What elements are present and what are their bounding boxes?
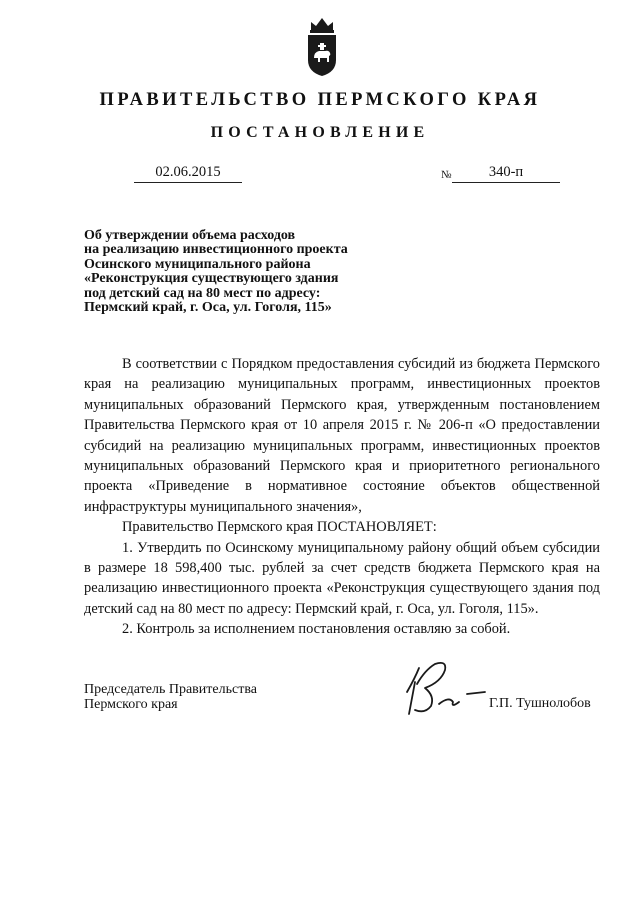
- subject-line: Пермский край, г. Оса, ул. Гоголя, 115»: [84, 300, 332, 316]
- signer-title: [84, 683, 257, 712]
- organization-title: ПРАВИТЕЛЬСТВО ПЕРМСКОГО КРАЯ: [99, 90, 541, 110]
- subject-line: «Реконструкция существующего здания: [84, 271, 339, 287]
- document-date: 02.06.2015: [134, 164, 242, 183]
- subject-line: под детский сад на 80 мест по адресу:: [84, 285, 321, 301]
- subject-line: на реализацию инвестиционного проекта: [84, 242, 348, 258]
- document-body: [84, 354, 600, 640]
- document-subject: [84, 229, 414, 315]
- item-2-paragraph: 2. Контроль за исполнением постановления оставляю за собой.: [122, 621, 511, 638]
- number-sign: №: [441, 169, 452, 181]
- decree-paragraph: Правительство Пермского края ПОСТАНОВЛЯЕТ:: [122, 519, 437, 536]
- item-1-paragraph: 1. Утвердить по Осинскому муниципальному району общий объем субсидии в размере 18 598,400 тыс. рублей за счет средств бюджета Пермского края на реализацию инвестиционного проекта «Реконструкция существующего здания под детский сад на 80 мест по адресу: Пермский край, г. Оса, ул. Гоголя, 115».: [84, 539, 600, 617]
- document-number: 340-п: [452, 164, 560, 183]
- subject-line: Осинского муниципального района: [84, 256, 311, 272]
- handwritten-signature-icon: [395, 652, 495, 720]
- preamble-paragraph: В соответствии с Порядком предоставления субсидий из бюджета Пермского края на реализацию муниципальных программ, инвестиционных проектов муниципальных образований Пермского края, утвержденным постановлением Правительства Пермского края от 10 апреля 2015 г. № 206-п «О предоставлении субсидий на реализацию муниципальных программ, инвестиционных проектов муниципальных образований Пермского края и приоритетного регионального проекта «Приведение в нормативное состояние объектов общественной инфраструктуры муниципального значения»,: [84, 356, 600, 515]
- signer-name: Г.П. Тушнолобов: [489, 696, 591, 711]
- document-type: ПОСТАНОВЛЕНИЕ: [210, 124, 430, 141]
- subject-line: Об утверждении объема расходов: [84, 228, 296, 243]
- signer-title-line: Пермского края: [84, 696, 178, 712]
- coat-of-arms-icon: [305, 16, 339, 78]
- signer-title-line: Председатель Правительства: [84, 682, 257, 697]
